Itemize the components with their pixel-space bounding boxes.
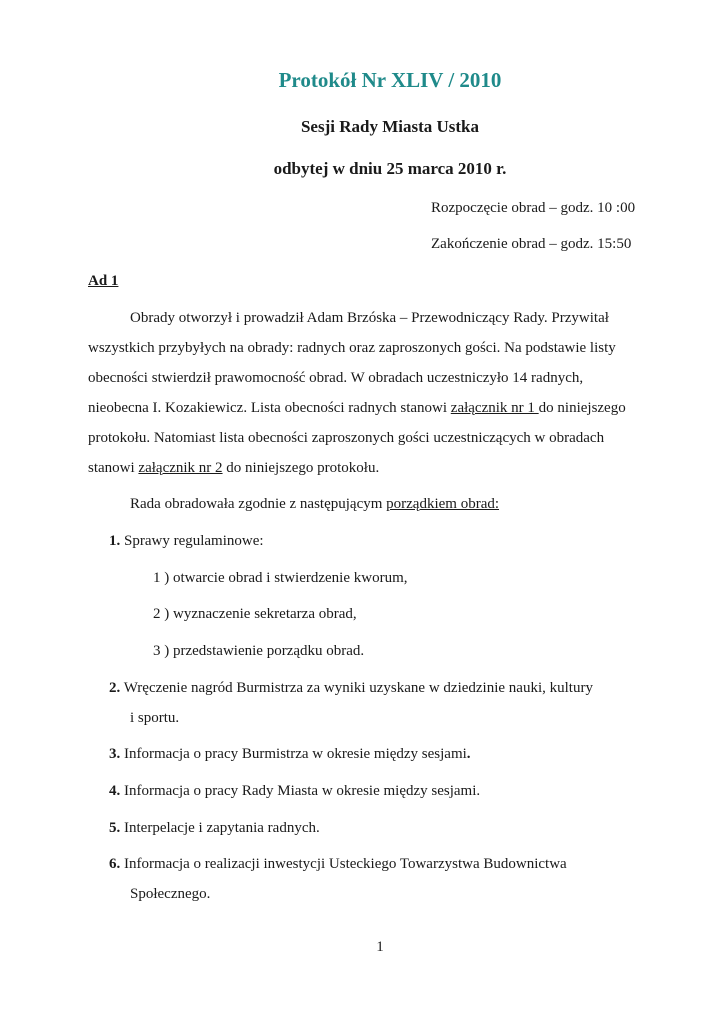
agenda-item-text: Informacja o pracy Burmistrza w okresie między sesjami xyxy=(120,746,467,762)
agenda-item-3 xyxy=(109,746,471,763)
paragraph-line xyxy=(88,400,626,417)
paragraph-line: obecności stwierdził prawomocność obrad. W obradach uczestniczyło 14 radnych, xyxy=(88,370,584,386)
agenda-item-text: Wręczenie nagród Burmistrza za wyniki uzyskane w dziedzinie nauki, kultury xyxy=(120,680,593,696)
agenda-item-number: 5. xyxy=(109,820,121,836)
agenda-item-text: Informacja o realizacji inwestycji Usteckiego Towarzystwa Budownictwa xyxy=(120,856,567,872)
agenda-item-period: . xyxy=(466,746,471,762)
agenda-reference: porządkiem obrad: xyxy=(386,496,500,512)
agenda-item-2 xyxy=(109,680,593,697)
agenda-item-number: 2. xyxy=(109,680,121,696)
agenda-item-number: 4. xyxy=(109,783,121,799)
attachment-1-reference: załącznik nr 1 xyxy=(450,400,539,416)
agenda-subitem-3: 3 ) przedstawienie porządku obrad. xyxy=(153,643,365,659)
session-subtitle: Sesji Rady Miasta Ustka xyxy=(300,117,480,136)
session-date: odbytej w dniu 25 marca 2010 r. xyxy=(273,159,507,178)
paragraph-text: nieobecna I. Kozakiewicz. Lista obecności radnych stanowi xyxy=(88,400,451,416)
agenda-intro xyxy=(130,496,499,513)
paragraph-line: wszystkich przybyłych na obrady: radnych oraz zaproszonych gości. Na podstawie listy xyxy=(88,340,616,356)
agenda-item-4 xyxy=(109,783,480,800)
paragraph-line: Obrady otworzył i prowadził Adam Brzóska – Przewodniczący Rady. Przywitał xyxy=(130,310,609,326)
end-time: Zakończenie obrad – godz. 15:50 xyxy=(431,236,632,252)
agenda-item-text: Interpelacje i zapytania radnych. xyxy=(120,820,320,836)
agenda-subitem-2: 2 ) wyznaczenie sekretarza obrad, xyxy=(153,606,357,622)
agenda-item-number: 6. xyxy=(109,856,121,872)
start-time: Rozpoczęcie obrad – godz. 10 :00 xyxy=(431,200,636,216)
page-number: 1 xyxy=(376,939,384,955)
agenda-item-6 xyxy=(109,856,567,873)
paragraph-text: do niniejszego protokołu. xyxy=(222,460,380,476)
paragraph-line xyxy=(88,460,379,477)
paragraph-text: Rada obradowała zgodnie z następującym xyxy=(130,496,387,512)
agenda-item-1 xyxy=(109,533,264,550)
agenda-item-2-continuation: i sportu. xyxy=(130,710,180,726)
agenda-subitem-1: 1 ) otwarcie obrad i stwierdzenie kworum, xyxy=(153,570,408,586)
paragraph-text: stanowi xyxy=(88,460,139,476)
paragraph-text: do niniejszego xyxy=(538,400,626,416)
agenda-item-number: 3. xyxy=(109,746,121,762)
document-title: Protokół Nr XLIV / 2010 xyxy=(278,68,502,92)
agenda-item-number: 1. xyxy=(109,533,121,549)
agenda-item-5 xyxy=(109,820,320,837)
section-heading: Ad 1 xyxy=(88,273,119,289)
agenda-item-6-continuation: Społecznego. xyxy=(130,886,211,902)
attachment-2-reference: załącznik nr 2 xyxy=(138,460,223,476)
paragraph-line: protokołu. Natomiast lista obecności zaproszonych gości uczestniczących w obradach xyxy=(88,430,605,446)
agenda-item-text: Sprawy regulaminowe: xyxy=(120,533,264,549)
agenda-item-text: Informacja o pracy Rady Miasta w okresie między sesjami. xyxy=(120,783,481,799)
